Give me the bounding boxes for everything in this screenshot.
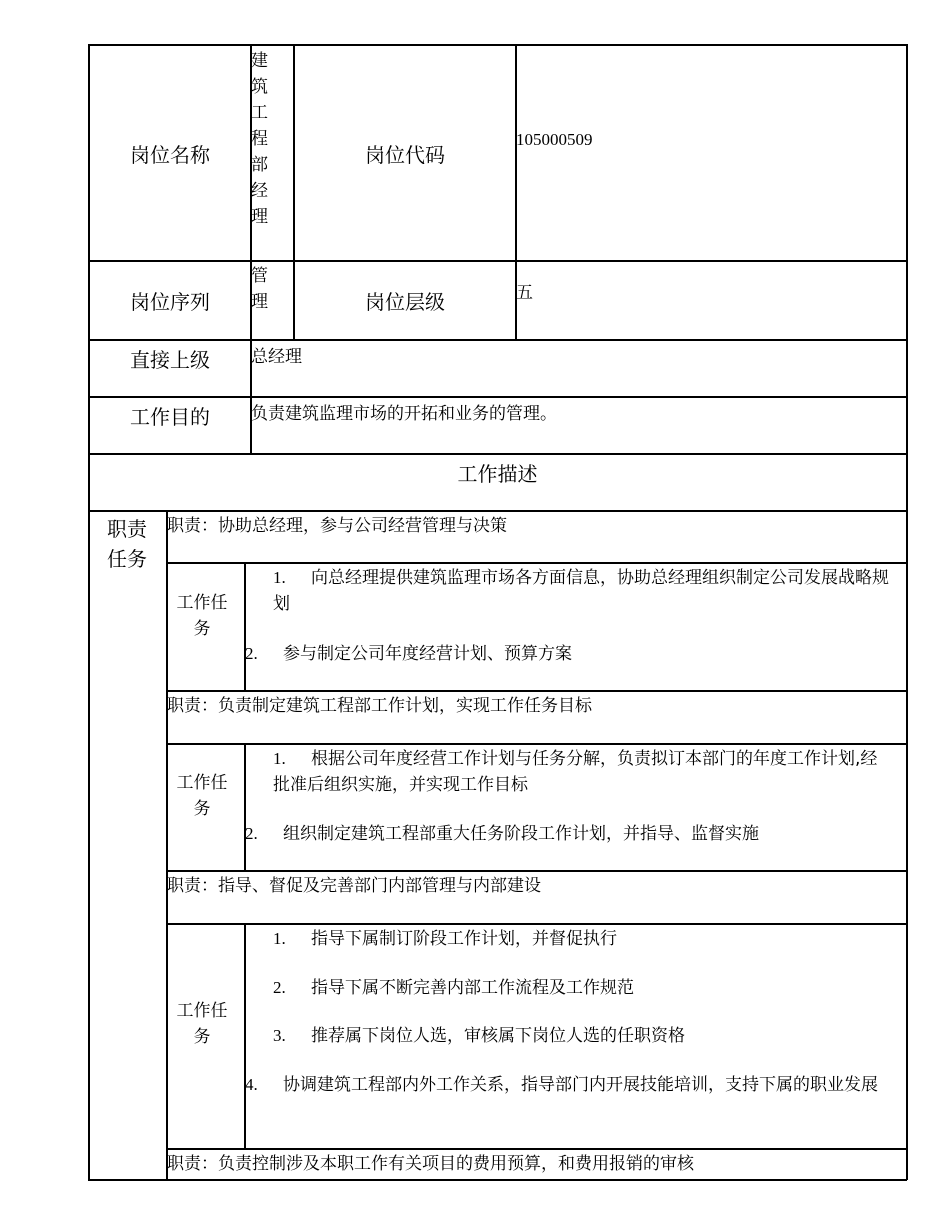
post-name-label: 岗位名称: [130, 142, 210, 167]
list-item: [273, 565, 893, 617]
task-number: 3.: [273, 1026, 286, 1045]
task-text: 组织制定建筑工程部重大任务阶段工作计划，并指导、监督实施: [283, 824, 759, 844]
list-item: [273, 746, 893, 798]
superior-value: 总经理: [251, 347, 302, 367]
post-name-value: 建筑工程部经理: [251, 51, 268, 227]
task-text: 参与制定公司年度经营计划、预算方案: [283, 644, 572, 664]
post-level-value: 五: [516, 283, 533, 302]
purpose-label: 工作目的: [130, 404, 210, 429]
list-item: [245, 641, 895, 667]
task-text: 推荐属下岗位人选，审核属下岗位人选的任职资格: [311, 1026, 685, 1046]
task-text: 向总经理提供建筑监理市场各方面信息，协助总经理组织制定公司发展战略规划: [273, 568, 889, 614]
task-label: 工作任务: [176, 773, 228, 819]
post-seq-value: 管理: [251, 266, 268, 312]
post-seq-label: 岗位序列: [130, 290, 210, 314]
task-number: 1.: [273, 568, 286, 587]
list-item: [245, 1072, 900, 1098]
task-number: 2.: [273, 978, 286, 997]
duty-title: 职责：负责控制涉及本职工作有关项目的费用预算，和费用报销的审核: [167, 1154, 694, 1174]
duty-task-label: 职责任务: [107, 517, 147, 571]
list-item: [273, 1023, 893, 1049]
list-item: [273, 975, 893, 1001]
work-description-title: 工作描述: [457, 461, 538, 486]
list-item: [245, 821, 895, 847]
post-level-label: 岗位层级: [365, 290, 445, 314]
task-number: 1.: [273, 929, 286, 948]
task-text: 协调建筑工程部内外工作关系，指导部门内开展技能培训，支持下属的职业发展: [283, 1075, 878, 1095]
task-text: 指导下属不断完善内部工作流程及工作规范: [311, 978, 634, 998]
task-text: 根据公司年度经营工作计划与任务分解，负责拟订本部门的年度工作计划,经批准后组织实施，并实现工作目标: [273, 749, 878, 795]
duty-title: 职责：协助总经理，参与公司经营管理与决策: [167, 516, 507, 536]
task-text: 指导下属制订阶段工作计划，并督促执行: [311, 929, 617, 949]
task-number: 4.: [245, 1075, 258, 1094]
task-number: 1.: [273, 749, 286, 768]
duty-title: 职责：负责制定建筑工程部工作计划，实现工作任务目标: [167, 696, 592, 716]
list-item: [273, 926, 893, 952]
purpose-value: 负责建筑监理市场的开拓和业务的管理。: [251, 404, 557, 424]
task-number: 2.: [245, 644, 258, 663]
duty-title: 职责：指导、督促及完善部门内部管理与内部建设: [167, 876, 541, 896]
task-label: 工作任务: [176, 1001, 228, 1047]
task-label: 工作任务: [176, 593, 228, 639]
post-code-label: 岗位代码: [365, 142, 445, 167]
post-code-value: 105000509: [516, 130, 593, 149]
superior-label: 直接上级: [130, 347, 210, 372]
task-number: 2.: [245, 824, 258, 843]
